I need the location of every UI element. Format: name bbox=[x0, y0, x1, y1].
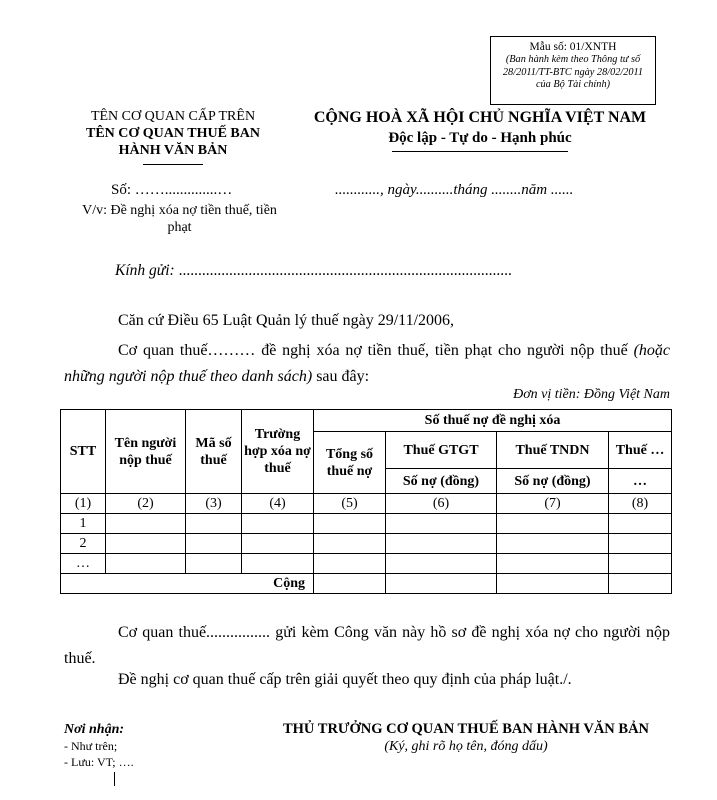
request-paragraph bbox=[64, 338, 670, 390]
currency-unit: Đơn vị tiền: Đồng Việt Nam bbox=[513, 387, 670, 402]
national-motto: Độc lập - Tự do - Hạnh phúc bbox=[388, 130, 572, 146]
subheader-cit-debt: Số nợ (đồng) bbox=[497, 469, 609, 494]
parent-agency: TÊN CƠ QUAN CẤP TRÊN bbox=[90, 109, 256, 124]
subheader-vat-debt: Số nợ (đồng) bbox=[386, 469, 497, 494]
index-cell: (3) bbox=[186, 494, 242, 514]
recipient-item: - Lưu: VT; …. bbox=[64, 755, 134, 769]
subheader-other: … bbox=[609, 469, 672, 494]
recipients-title bbox=[64, 722, 134, 738]
text-cursor bbox=[114, 772, 115, 786]
form-number-box bbox=[490, 36, 656, 105]
request-tail: sau đây: bbox=[312, 368, 370, 385]
document-number: Số: ……..............… bbox=[111, 182, 233, 198]
index-row bbox=[61, 494, 672, 514]
index-cell: (1) bbox=[61, 494, 106, 514]
recipients-title-text: Nơi nhận bbox=[64, 722, 120, 737]
header-group-debt: Số thuế nợ đề nghị xóa bbox=[314, 410, 672, 432]
table-row bbox=[61, 554, 672, 574]
request-text: Cơ quan thuế……… đề nghị xóa nợ tiền thuế, tiền phạt cho người nộp thuế bbox=[118, 342, 634, 359]
total-label: Cộng bbox=[61, 574, 314, 594]
date-line: ............, ngày..........tháng ........năm ...... bbox=[335, 182, 574, 198]
resolution-request: Đề nghị cơ quan thuế cấp trên giải quyết theo quy định của pháp luật./. bbox=[118, 671, 572, 688]
header-total-debt: Tổng số thuế nợ bbox=[314, 432, 386, 494]
motto-underline bbox=[392, 151, 568, 152]
issuing-agency-header bbox=[64, 108, 282, 159]
recipients-block bbox=[64, 722, 134, 770]
header-vat: Thuế GTGT bbox=[386, 432, 497, 469]
recipient-line bbox=[115, 262, 512, 280]
header-taxpayer-name: Tên người nộp thuế bbox=[106, 410, 186, 494]
recipient-label: Kính gửi: bbox=[115, 262, 175, 279]
recipient-item: - Như trên; bbox=[64, 739, 118, 753]
debt-table bbox=[60, 409, 672, 594]
header-tax-code: Mã số thuế bbox=[186, 410, 242, 494]
signer-title: THỦ TRƯỞNG CƠ QUAN THUẾ BAN HÀNH VĂN BẢN bbox=[282, 721, 650, 737]
row-number: 2 bbox=[61, 534, 106, 554]
recipients-title-colon: : bbox=[119, 722, 125, 737]
signature-instruction: (Ký, ghi rõ họ tên, đóng dấu) bbox=[384, 739, 548, 754]
header-other-tax: Thuế … bbox=[609, 432, 672, 469]
document-subject: V/v: Đề nghị xóa nợ tiền thuế, tiền phạt bbox=[82, 203, 277, 235]
request-note: (hoặc những người nộp thuế theo danh sách) bbox=[64, 342, 670, 385]
index-cell: (2) bbox=[106, 494, 186, 514]
form-code: Mẫu số: 01/XNTH bbox=[529, 41, 617, 53]
issuing-agency-line2: HÀNH VĂN BẢN bbox=[118, 143, 228, 158]
legal-basis: Căn cứ Điều 65 Luật Quản lý thuế ngày 29/11/2006, bbox=[118, 312, 455, 329]
header-stt: STT bbox=[61, 410, 106, 494]
table-row bbox=[61, 534, 672, 554]
header-write-off-case: Trường hợp xóa nợ thuế bbox=[242, 410, 314, 494]
country-name: CỘNG HOÀ XÃ HỘI CHỦ NGHĨA VIỆT NAM bbox=[313, 109, 647, 126]
index-cell: (7) bbox=[497, 494, 609, 514]
recipient-dots: ...................................................................................... bbox=[174, 262, 512, 279]
attachment-paragraph: Cơ quan thuế................ gửi kèm Công văn này hồ sơ đề nghị xóa nợ cho người nộp thuế. bbox=[64, 624, 670, 667]
index-cell: (6) bbox=[386, 494, 497, 514]
national-header bbox=[290, 108, 670, 148]
issuing-agency-line1: TÊN CƠ QUAN THUẾ BAN bbox=[86, 126, 260, 141]
table-row bbox=[61, 514, 672, 534]
signature-block bbox=[260, 720, 672, 756]
header-cit: Thuế TNDN bbox=[497, 432, 609, 469]
form-note: (Ban hành kèm theo Thông tư số 28/2011/TT-BTC ngày 28/02/2011 của Bộ Tài chính) bbox=[502, 54, 644, 90]
index-cell: (4) bbox=[242, 494, 314, 514]
total-row bbox=[61, 574, 672, 594]
row-number: 1 bbox=[61, 514, 106, 534]
row-number: … bbox=[61, 554, 106, 574]
index-cell: (8) bbox=[609, 494, 672, 514]
agency-underline bbox=[143, 164, 203, 165]
index-cell: (5) bbox=[314, 494, 386, 514]
